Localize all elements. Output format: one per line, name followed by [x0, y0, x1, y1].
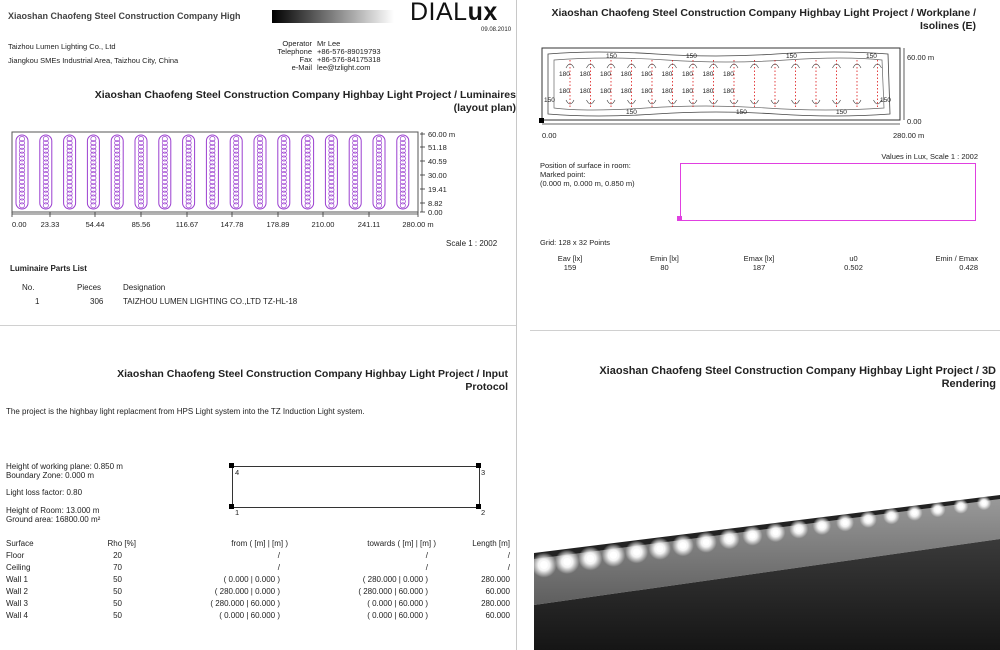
iso-value-label: 150: [626, 109, 637, 116]
table-row: [4, 562, 512, 574]
cell-rho: 50: [113, 575, 122, 584]
luminaire-rows: [16, 135, 409, 209]
cell-from: ( 280.000 | 0.000 ): [214, 587, 280, 596]
cell-towards: ( 280.000 | 60.000 ): [358, 587, 428, 596]
isoline-inner: [554, 58, 884, 110]
y-tick-label: 60.00 m: [428, 130, 456, 139]
header-surface: Surface: [6, 538, 34, 548]
vertical-divider: [516, 0, 517, 650]
luminaire-row: [16, 135, 28, 209]
marked-point-dot: [677, 216, 682, 221]
luminaire-mark: [353, 203, 358, 208]
iso-value-label: 150: [544, 97, 555, 104]
table-row: [4, 586, 512, 598]
rendering-title: Xiaoshan Chaofeng Steel Construction Company Highbay Light Project / 3D Rendering: [599, 365, 996, 390]
company-address: Jiangkou SMEs Industrial Area, Taizhou City, China: [8, 56, 179, 65]
ceiling-light-core: [610, 552, 617, 559]
room-parameters: Height of working plane: 0.850 m Boundary Zone: 0.000 m Light loss factor: 0.80 Height of Room: 13.000 m Ground area: 16800.00 m²: [6, 462, 123, 524]
ceiling-light-core: [935, 507, 940, 512]
header-date: 09.08.2010: [481, 27, 512, 33]
cell-from: ( 0.000 | 60.000 ): [219, 611, 280, 620]
stat-header-ratio: Emin / Emax: [935, 254, 978, 263]
x-tick-label: 85.56: [131, 220, 151, 229]
luminaire-row: [64, 135, 76, 209]
isolines-drawing: [536, 46, 916, 142]
cell-length: 280.000: [481, 575, 510, 584]
luminaire-mark: [257, 203, 262, 208]
iso-value-label: 180: [600, 88, 611, 95]
y-tick-label: 8.82: [428, 199, 443, 208]
y-ticks: [420, 130, 455, 217]
table-row: [4, 610, 512, 622]
iso-value-label: 180: [702, 88, 714, 95]
ceiling-light-core: [726, 536, 732, 542]
corner-label-4: 4: [235, 468, 240, 477]
header-gradient-bar: [272, 10, 394, 23]
cell-surface: Floor: [6, 551, 25, 560]
isoline-loop: [792, 64, 800, 104]
isoline-loop: [853, 64, 861, 104]
isoline-loop: [833, 64, 841, 104]
corner-marker-4: [229, 463, 234, 468]
corner-marker-1: [229, 504, 234, 509]
iso-value-label: 150: [786, 53, 797, 60]
stat-header-emax: Emax [lx]: [743, 254, 775, 263]
iso-value-label: 180: [559, 71, 570, 78]
marked-surface-rect: [680, 163, 976, 221]
iso-value-label: 180: [723, 71, 734, 78]
isoline-loop: [751, 64, 759, 104]
ceiling-light-core: [540, 561, 548, 569]
luminaire-mark: [400, 203, 405, 208]
isoline-loop: [812, 64, 820, 104]
header-rho: Rho [%]: [107, 538, 136, 548]
cell-length: 60.000: [485, 611, 510, 620]
luminaire-mark: [281, 203, 286, 208]
contact-block: Operator Mr Lee Telephone +86-576-89019793 Fax +86-576-84175318 e-Mail lee@tzlight.com: [277, 39, 381, 72]
isoline-loop: [710, 64, 718, 104]
ceiling-light-core: [889, 514, 894, 519]
isoline-loop: [669, 64, 677, 104]
isoline-loop: [771, 64, 779, 104]
luminaire-row: [87, 135, 99, 209]
stat-value-u0: 0.502: [844, 263, 863, 272]
ceiling-light-core: [563, 558, 571, 566]
ceiling-light-core: [866, 517, 871, 522]
luminaire-row: [230, 135, 242, 209]
horizontal-divider-right: [530, 330, 1000, 331]
x-tick-label: 0.00: [12, 220, 27, 229]
luminaire-row: [183, 135, 195, 209]
corner-label-1: 1: [235, 508, 240, 517]
y-tick-label: 40.59: [428, 157, 447, 166]
room-plan-rect: [232, 466, 480, 508]
cell-towards: ( 0.000 | 60.000 ): [367, 599, 428, 608]
luminaire-mark: [19, 203, 24, 208]
iso-x-right-label: 280.00 m: [893, 131, 925, 140]
ceiling-light-core: [982, 501, 986, 505]
table-header-row: [4, 536, 512, 550]
table-row: [4, 598, 512, 610]
header-towards: towards ( [m] | [m] ): [367, 538, 436, 548]
ceiling-light-core: [796, 526, 802, 532]
luminaire-mark: [186, 203, 191, 208]
luminaire-mark: [43, 203, 48, 208]
table-row: [4, 574, 512, 586]
iso-value-label: 180: [559, 88, 570, 95]
cell-towards: /: [425, 563, 428, 572]
cell-rho: 70: [113, 563, 122, 572]
iso-value-label: 150: [880, 97, 891, 104]
ceiling-light-core: [587, 555, 594, 562]
grid-info: Grid: 128 x 32 Points: [540, 238, 611, 247]
isoline-loop: [566, 64, 574, 104]
stat-value-emin: 80: [660, 263, 669, 272]
cell-from: /: [277, 563, 280, 572]
stat-header-emin: Emin [lx]: [650, 254, 679, 263]
position-info: Position of surface in room: Marked point: (0.000 m, 0.000 m, 0.850 m): [540, 161, 635, 188]
ceiling-light-core: [842, 520, 847, 525]
corner-label-2: 2: [481, 508, 486, 517]
ceiling-light-core: [680, 542, 687, 549]
ceiling-light-core: [773, 529, 779, 535]
iso-value-label: 180: [620, 71, 632, 78]
ceiling-light-core: [912, 510, 917, 515]
stat-header-u0: u0: [849, 254, 858, 263]
cell-from: /: [277, 551, 280, 560]
header-title: Xiaoshan Chaofeng Steel Construction Company High: [8, 11, 241, 21]
cell-from: ( 0.000 | 0.000 ): [223, 575, 280, 584]
cell-towards: ( 280.000 | 0.000 ): [362, 575, 428, 584]
cell-from: ( 280.000 | 60.000 ): [210, 599, 280, 608]
parts-row-pieces: 306: [90, 297, 104, 306]
iso-value-label: 180: [702, 71, 714, 78]
iso-value-label: 180: [579, 71, 591, 78]
iso-value-label: 180: [600, 71, 611, 78]
origin-marker: [539, 118, 544, 123]
stat-header-eav: Eav [lx]: [557, 254, 583, 263]
parts-row-no: 1: [35, 297, 40, 306]
workplane-title: Xiaoshan Chaofeng Steel Construction Company Highbay Light Project / Workplane / Isolines (E): [551, 7, 976, 32]
iso-value-label: 180: [682, 71, 693, 78]
cell-surface: Wall 4: [6, 611, 28, 620]
layout-scale: Scale 1 : 2002: [446, 239, 498, 248]
company-name: Taizhou Lumen Lighting Co., Ltd: [8, 42, 116, 51]
luminaire-mark: [115, 203, 120, 208]
y-tick-label: 51.18: [428, 143, 447, 152]
isoline-loop: [628, 64, 636, 104]
parts-row-designation: TAIZHOU LUMEN LIGHTING CO.,LTD TZ-HL-18: [123, 297, 298, 306]
y-tick-label: 30.00: [428, 171, 447, 180]
cell-rho: 50: [113, 611, 122, 620]
values-note: Values in Lux, Scale 1 : 2002: [881, 152, 978, 161]
iso-value-label: 180: [661, 88, 673, 95]
stat-value-emax: 187: [752, 263, 766, 272]
luminaire-mark: [329, 203, 334, 208]
luminaire-mark: [138, 203, 143, 208]
header-length: Length [m]: [472, 538, 510, 548]
ceiling-light-core: [703, 539, 709, 545]
table-row: [4, 550, 512, 562]
cell-length: 280.000: [481, 599, 510, 608]
luminaire-row: [325, 135, 337, 209]
cell-surface: Wall 3: [6, 599, 28, 608]
iso-value-label: 180: [579, 88, 591, 95]
isoline-loop: [607, 64, 615, 104]
horizontal-divider-left: [0, 325, 516, 326]
parts-header-no: No.: [22, 283, 35, 292]
iso-y-bottom-label: 0.00: [907, 117, 922, 126]
iso-value-label: 150: [606, 53, 617, 60]
iso-value-label: 150: [836, 109, 847, 116]
parts-list-title: Luminaire Parts List: [10, 264, 87, 273]
cell-towards: ( 0.000 | 60.000 ): [367, 611, 428, 620]
iso-y-top-label: 60.00 m: [907, 53, 935, 62]
stat-value-eav: 159: [563, 263, 577, 272]
luminaire-row: [278, 135, 290, 209]
x-tick-label: 116.67: [175, 220, 199, 229]
cell-rho: 50: [113, 587, 122, 596]
layout-plan-drawing: [0, 126, 516, 238]
isoline-loop: [689, 64, 697, 104]
cell-surface: Wall 2: [6, 587, 28, 596]
parts-header-designation: Designation: [123, 283, 166, 292]
isoline-loop: [587, 64, 595, 104]
cell-towards: /: [425, 551, 428, 560]
iso-value-label: 180: [641, 88, 652, 95]
luminaire-row: [349, 135, 361, 209]
x-tick-label: 54.44: [85, 220, 105, 229]
cell-rho: 20: [113, 551, 122, 560]
iso-x-left-label: 0.00: [542, 131, 557, 140]
dialux-logo: DIALux: [410, 0, 498, 26]
iso-value-label: 180: [723, 88, 734, 95]
luminaire-mark: [376, 203, 381, 208]
x-tick-label: 23.33: [40, 220, 60, 229]
corner-label-3: 3: [481, 468, 486, 477]
x-ticks: [12, 212, 434, 229]
parts-header-pieces: Pieces: [77, 283, 102, 292]
x-tick-label: 178.89: [266, 220, 290, 229]
luminaire-mark: [91, 203, 96, 208]
cell-rho: 50: [113, 599, 122, 608]
header-from: from ( [m] | [m] ): [231, 538, 288, 548]
iso-value-label: 180: [620, 88, 632, 95]
isoline-columns: [544, 53, 891, 116]
cell-length: /: [507, 551, 510, 560]
luminaire-row: [302, 135, 314, 209]
ceiling-light-core: [959, 504, 964, 509]
luminaire-row: [159, 135, 171, 209]
iso-value-label: 150: [866, 53, 877, 60]
luminaire-row: [206, 135, 218, 209]
ceiling-light-core: [633, 548, 640, 555]
iso-value-label: 150: [686, 53, 697, 60]
luminaire-row: [254, 135, 266, 209]
x-tick-label: 280.00 m: [402, 220, 434, 229]
iso-value-label: 150: [736, 109, 747, 116]
ceiling-light-core: [749, 533, 755, 539]
x-tick-label: 241.11: [357, 220, 381, 229]
cell-length: 60.000: [485, 587, 510, 596]
y-tick-label: 19.41: [428, 185, 447, 194]
stat-value-ratio: 0.428: [959, 263, 978, 272]
x-tick-label: 210.00: [311, 220, 335, 229]
stats-table: [540, 254, 978, 272]
cell-surface: Wall 1: [6, 575, 28, 584]
y-tick-label: 0.00: [428, 208, 443, 217]
luminaire-mark: [305, 203, 310, 208]
isoline-loop: [730, 64, 738, 104]
luminaire-row: [373, 135, 385, 209]
luminaire-row: [397, 135, 409, 209]
project-description: The project is the highbay light replacment from HPS Light system into the TZ Induction Light system.: [6, 407, 365, 416]
luminaire-row: [135, 135, 147, 209]
layout-plan-title: Xiaoshan Chaofeng Steel Construction Company Highbay Light Project / Luminaires (layout plan): [94, 89, 516, 114]
ceiling-light-core: [656, 545, 663, 552]
isoline-loop: [648, 64, 656, 104]
surfaces-table: [4, 536, 512, 622]
luminaire-row: [40, 135, 52, 209]
ceiling-light-core: [819, 523, 825, 529]
luminaire-row: [111, 135, 123, 209]
cell-length: /: [507, 563, 510, 572]
3d-rendering: [534, 495, 1000, 650]
iso-value-label: 180: [661, 71, 673, 78]
input-protocol-title: Xiaoshan Chaofeng Steel Construction Company Highbay Light Project / Input Protocol: [117, 368, 508, 393]
iso-value-label: 180: [641, 71, 652, 78]
luminaire-mark: [67, 203, 72, 208]
luminaire-mark: [162, 203, 167, 208]
x-tick-label: 147.78: [220, 220, 244, 229]
iso-value-label: 180: [682, 88, 693, 95]
luminaire-mark: [234, 203, 239, 208]
luminaire-mark: [210, 203, 215, 208]
cell-surface: Ceiling: [6, 563, 31, 572]
